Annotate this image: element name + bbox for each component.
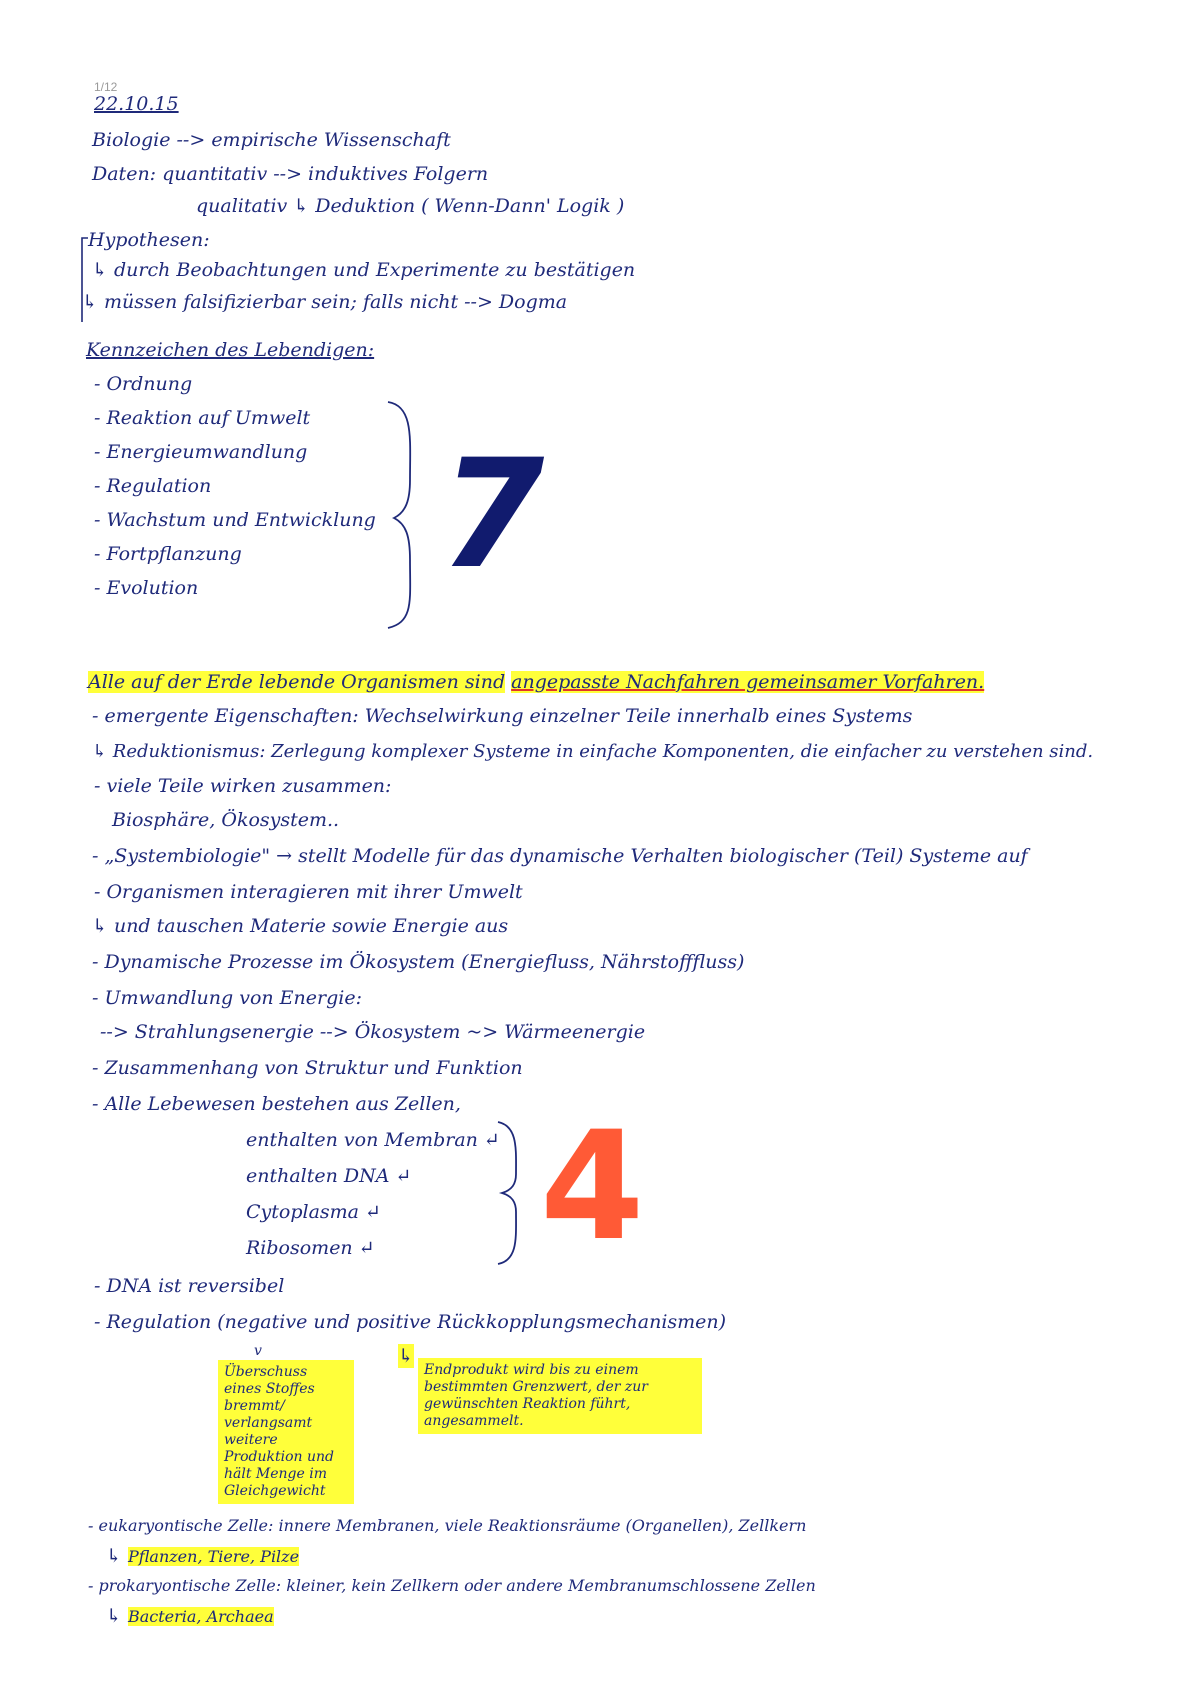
prokaryotic-examples-row xyxy=(106,1604,274,1629)
zellen-item: Ribosomen ↵ xyxy=(246,1237,375,1259)
body-line: - Dynamische Prozesse im Ökosystem (Energiefluss, Nährstofffluss) xyxy=(92,951,745,973)
hypothesen-line-1: ↳ durch Beobachtungen und Experimente zu bestätigen xyxy=(92,259,636,281)
statement-line xyxy=(88,670,984,694)
body-line: - viele Teile wirken zusammen: xyxy=(94,775,392,797)
hypothesen-line-2: ↳ müssen falsifizierbar sein; falls nicht --> Dogma xyxy=(82,291,568,313)
kennzeichen-item: - Fortpflanzung xyxy=(94,543,242,565)
body-line: --> Strahlungsenergie --> Ökosystem ~> Wärmeenergie xyxy=(100,1021,646,1043)
kennzeichen-item: - Ordnung xyxy=(94,373,193,395)
intro-line-daten: Daten: quantitativ --> induktives Folgern xyxy=(92,163,489,185)
zellen-item: enthalten DNA ↵ xyxy=(246,1165,412,1187)
kennzeichen-title: Kennzeichen des Lebendigen: xyxy=(86,339,375,361)
note-right-mark: ↳ xyxy=(398,1345,414,1367)
note-positive-feedback: Endprodukt wird bis zu einem bestimmten Grenzwert, der zur gewünschten Reaktion führt, angesammelt. xyxy=(418,1358,702,1434)
zellen-brace xyxy=(494,1120,530,1266)
note-negative-feedback: Überschuss eines Stoffes bremmt/ verlangsamt weitere Produktion und hält Menge im Gleichgewicht xyxy=(218,1360,354,1504)
statement-part-1: Alle auf der Erde lebende Organismen sind xyxy=(88,671,506,693)
statement-part-2: angepasste Nachfahren gemeinsamer Vorfahren. xyxy=(511,671,985,693)
zellen-count: 4 xyxy=(540,1100,645,1274)
body-line: - Umwandlung von Energie: xyxy=(92,987,362,1009)
kennzeichen-count: 7 xyxy=(440,428,545,602)
kennzeichen-item: - Regulation xyxy=(94,475,212,497)
dna-line: - DNA ist reversibel xyxy=(94,1275,285,1297)
kennzeichen-item: - Reaktion auf Umwelt xyxy=(94,407,311,429)
intro-line-biologie: Biologie --> empirische Wissenschaft xyxy=(92,129,451,151)
prokaryotic-examples: Bacteria, Archaea xyxy=(127,1607,274,1626)
page-number: 1/12 xyxy=(94,80,118,94)
intro-line-qualitativ: qualitativ ↳ Deduktion ( Wenn-Dann' Logik ) xyxy=(196,195,625,217)
prokaryotic-arrow: ↳ xyxy=(106,1605,122,1627)
body-line: - Alle Lebewesen bestehen aus Zellen, xyxy=(92,1093,461,1115)
body-line: - Zusammenhang von Struktur und Funktion xyxy=(92,1057,523,1079)
body-line: - „Systembiologie" → stellt Modelle für das dynamische Verhalten biologischer (Teil) Systeme auf xyxy=(92,845,1028,867)
body-line: ↳ Reduktionismus: Zerlegung komplexer Systeme in einfache Komponenten, die einfacher zu verstehen sind. xyxy=(92,741,1094,762)
body-line: - Organismen interagieren mit ihrer Umwelt xyxy=(94,881,523,903)
regulation-line: - Regulation (negative und positive Rückkopplungsmechanismen) xyxy=(94,1311,727,1333)
eukaryotic-examples-row xyxy=(106,1544,299,1569)
eukaryotic-examples: Pflanzen, Tiere, Pilze xyxy=(127,1547,300,1566)
eukaryotic-arrow: ↳ xyxy=(106,1545,122,1567)
body-line: Biosphäre, Ökosystem.. xyxy=(112,809,340,831)
body-line: - emergente Eigenschaften: Wechselwirkung einzelner Teile innerhalb eines Systems xyxy=(92,705,913,727)
kennzeichen-item: - Evolution xyxy=(94,577,199,599)
note-left-mark: v xyxy=(254,1343,262,1359)
kennzeichen-item: - Energieumwandlung xyxy=(94,441,308,463)
zellen-item: enthalten von Membran ↵ xyxy=(246,1129,500,1151)
zellen-item: Cytoplasma ↵ xyxy=(246,1201,381,1223)
prokaryotic-line: - prokaryontische Zelle: kleiner, kein Zellkern oder andere Membranumschlossene Zellen xyxy=(88,1576,816,1595)
body-line: ↳ und tauschen Materie sowie Energie aus xyxy=(92,915,509,937)
hypothesen-title: Hypothesen: xyxy=(88,229,210,251)
kennzeichen-item: - Wachstum und Entwicklung xyxy=(94,509,376,531)
eukaryotic-line: - eukaryontische Zelle: innere Membranen, viele Reaktionsräume (Organellen), Zellkern xyxy=(88,1516,807,1535)
date-heading: 22.10.15 xyxy=(94,93,179,115)
kennzeichen-brace xyxy=(384,400,424,630)
